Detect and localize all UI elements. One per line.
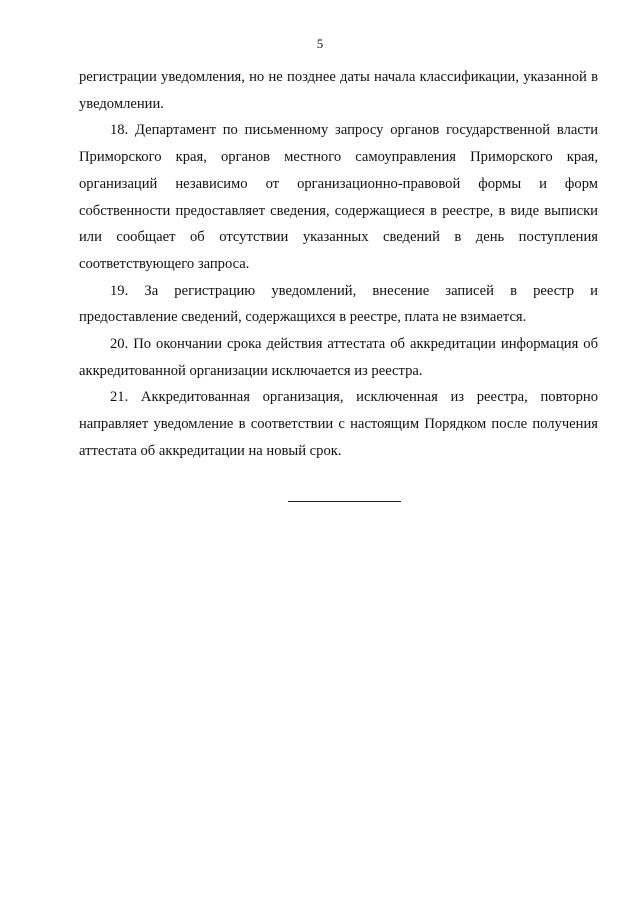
page-number: 5: [316, 36, 324, 51]
paragraph-19: 19. За регистрацию уведомлений, внесение записей в реестр и предоставление сведений, содержащихся в реестре, плата не взимается.: [79, 282, 598, 326]
paragraph-18: 18. Департамент по письменному запросу органов государственной власти Приморского края, органов местного самоуправления Приморского края, организаций независимо от организационно-правовой формы и форм собственности предоставляет сведения, содержащиеся в реестре, в виде выписки или сообщает об отсутствии указанных сведений в день поступления соответствующего запроса.: [79, 122, 598, 272]
paragraph-20: 20. По окончании срока действия аттестата об аккредитации информация об аккредитованной организации исключается из реестра.: [79, 336, 598, 379]
document-body: [79, 64, 598, 465]
paragraph-21: 21. Аккредитованная организация, исключенная из реестра, повторно направляет уведомление в соответствии с настоящим Порядком после получения аттестата об аккредитации на новый срок.: [79, 389, 598, 459]
end-separator-line: [288, 501, 401, 502]
paragraph-continuation: регистрации уведомления, но не позднее даты начала классификации, указанной в уведомлении.: [79, 69, 598, 112]
